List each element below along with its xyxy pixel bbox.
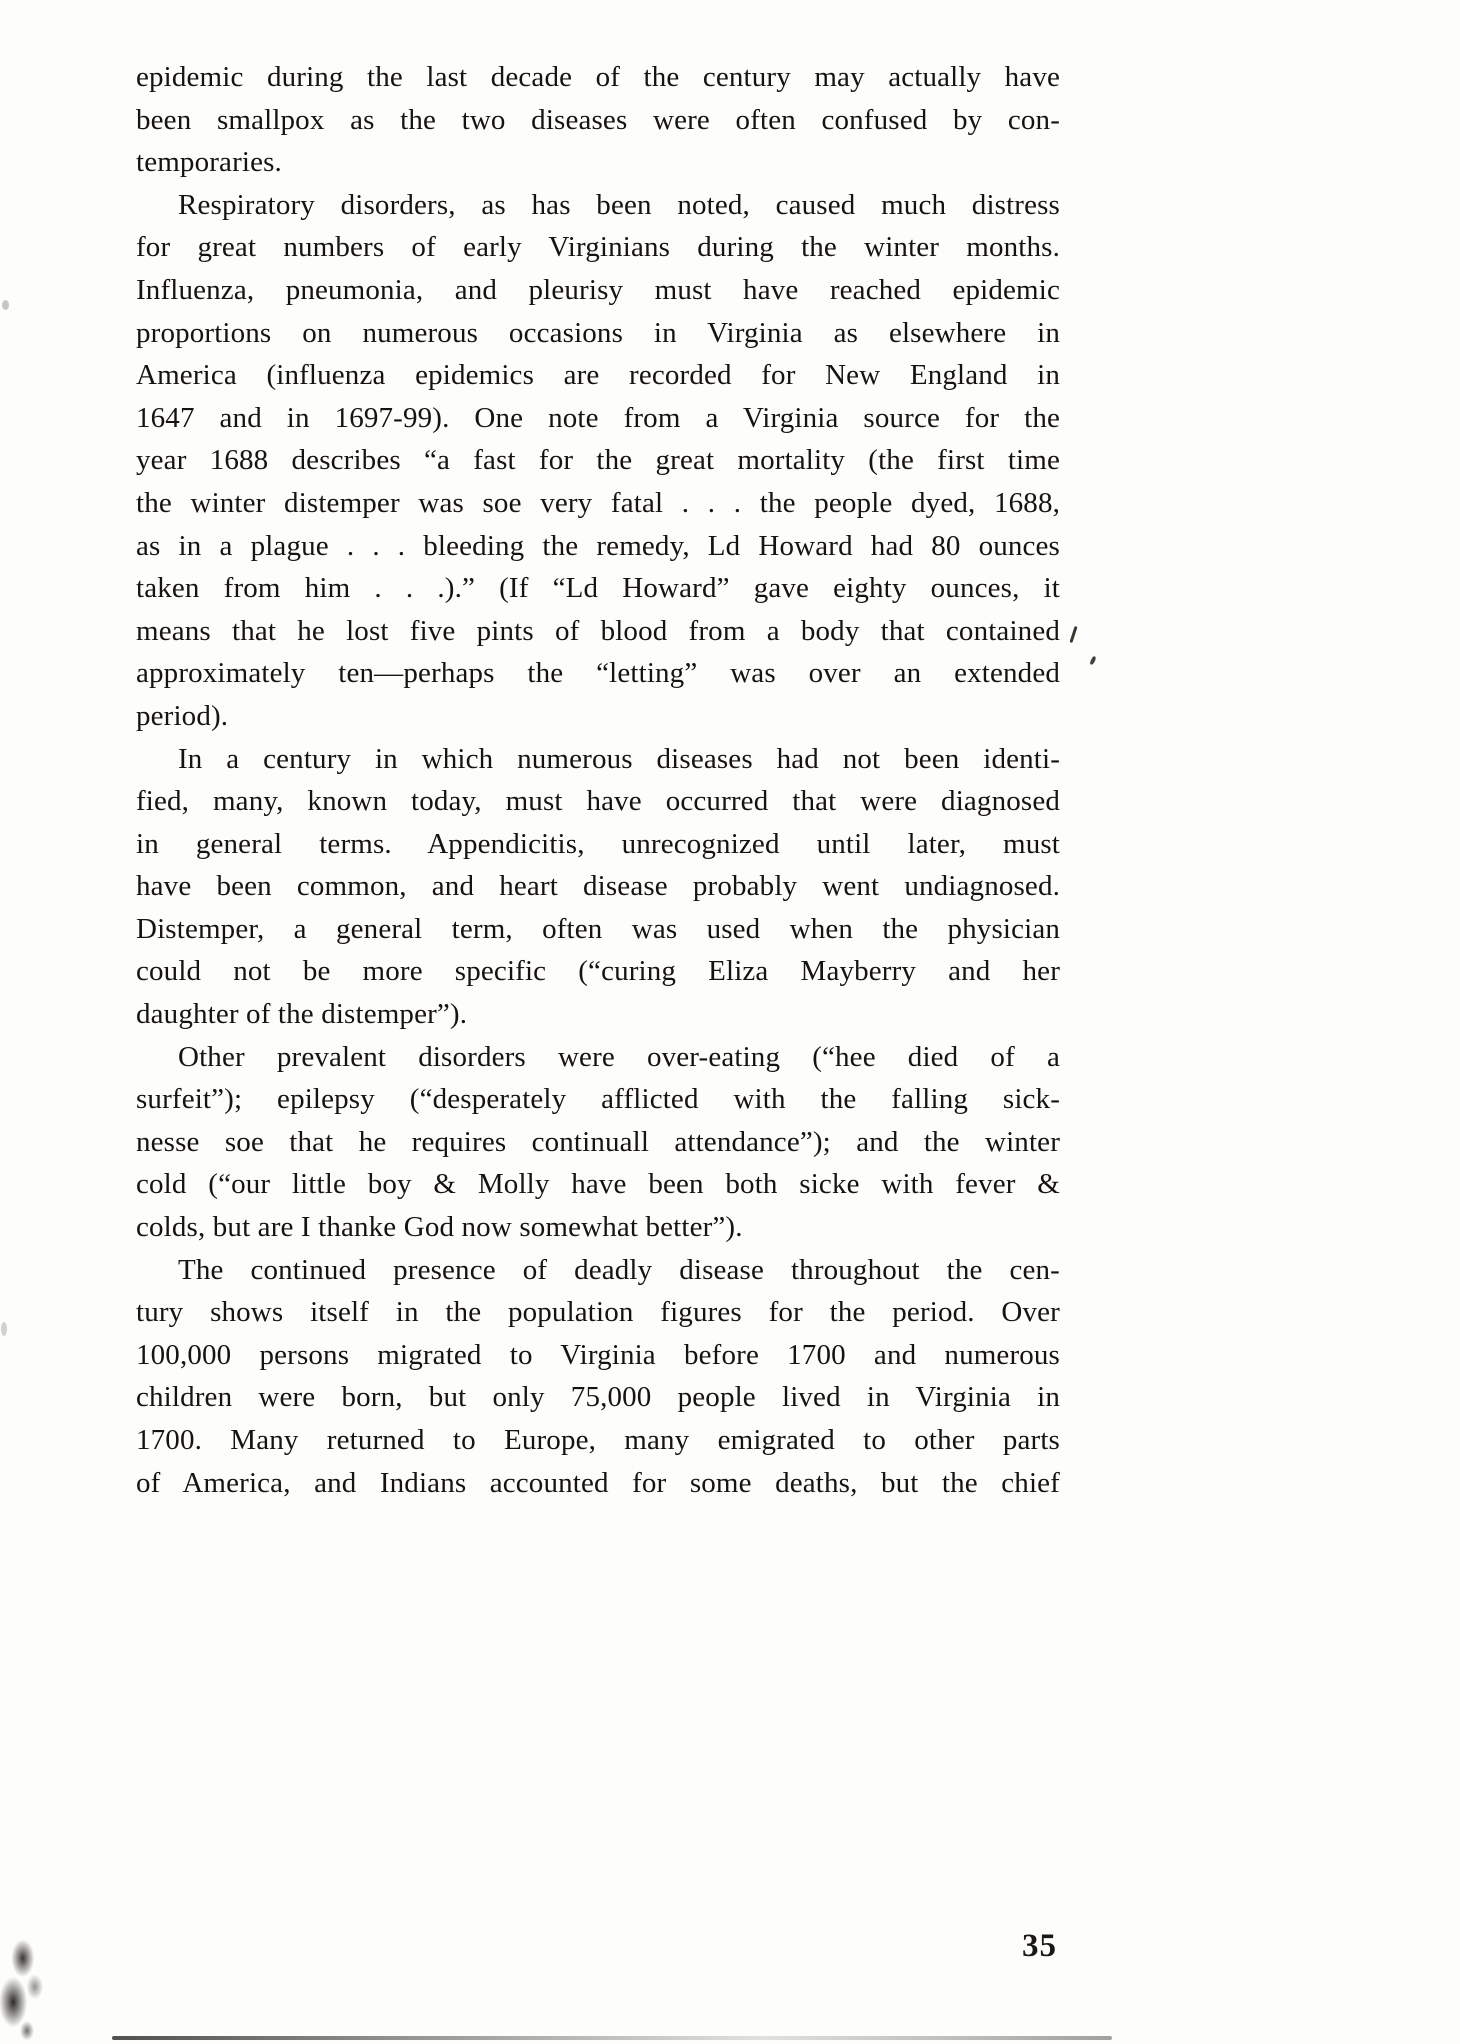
text-line: 1647 and in 1697-99). One note from a Virginia source for the <box>136 401 1060 434</box>
text-line: could not be more specific (“curing Eliza Mayberry and her <box>136 955 1060 988</box>
text-line: proportions on numerous occasions in Virginia as elsewhere in <box>136 316 1060 349</box>
scan-artifact <box>2 300 9 310</box>
paragraph <box>136 56 1060 184</box>
text-line: 1700. Many returned to Europe, many emigrated to other parts <box>136 1424 1060 1456</box>
text-line: tury shows itself in the population figures for the period. Over <box>136 1296 1060 1329</box>
text-line: period). <box>136 699 229 732</box>
text-line: America (influenza epidemics are recorded for New England in <box>136 359 1060 392</box>
text-line: have been common, and heart disease probably went undiagnosed. <box>136 870 1060 903</box>
text-line: taken from him . . .).” (If “Ld Howard” gave eighty ounces, it <box>136 572 1060 605</box>
text-line: 100,000 persons migrated to Virginia before 1700 and numerous <box>136 1338 1060 1371</box>
scan-artifact <box>1089 656 1096 666</box>
text-line: the winter distemper was soe very fatal . . . the people dyed, 1688, <box>136 486 1060 519</box>
paragraph <box>136 1036 1060 1249</box>
text-line: for great numbers of early Virginians during the winter months. <box>136 231 1060 264</box>
paragraph <box>136 1249 1060 1505</box>
text-line: daughter of the distemper”). <box>136 998 468 1031</box>
scan-artifact <box>1 1322 7 1336</box>
scan-artifact <box>112 2036 1112 2040</box>
scan-artifact <box>1069 626 1077 643</box>
page-number: 35 <box>1022 1928 1057 1964</box>
text-line: Influenza, pneumonia, and pleurisy must have reached epidemic <box>136 273 1060 306</box>
text-line: been smallpox as the two diseases were often confused by con- <box>136 103 1060 136</box>
text-line: In a century in which numerous diseases had not been identi- <box>178 742 1060 775</box>
text-line: temporaries. <box>136 146 282 179</box>
text-line: Other prevalent disorders were over-eating (“hee died of a <box>178 1040 1060 1073</box>
text-line: as in a plague . . . bleeding the remedy, Ld Howard had 80 ounces <box>136 529 1060 562</box>
text-line: colds, but are I thanke God now somewhat better”). <box>136 1211 743 1244</box>
text-line: year 1688 describes “a fast for the great mortality (the first time <box>136 444 1060 477</box>
text-line: nesse soe that he requires continuall attendance”); and the winter <box>136 1125 1060 1158</box>
text-line: approximately ten—perhaps the “letting” was over an extended <box>136 657 1060 690</box>
text-line: means that he lost five pints of blood from a body that contained <box>136 614 1060 647</box>
text-line: cold (“our little boy & Molly have been both sicke with fever & <box>136 1168 1060 1201</box>
text-line: of America, and Indians accounted for some deaths, but the chief <box>136 1466 1060 1499</box>
text-line: epidemic during the last decade of the century may actually have <box>136 61 1060 93</box>
text-line: fied, many, known today, must have occurred that were diagnosed <box>136 785 1060 818</box>
text-line: in general terms. Appendicitis, unrecognized until later, must <box>136 827 1060 860</box>
paragraph <box>136 184 1060 738</box>
body-text <box>136 56 1060 1504</box>
paragraph <box>136 738 1060 1036</box>
text-line: The continued presence of deadly disease throughout the cen- <box>178 1253 1060 1286</box>
text-line: Distemper, a general term, often was used when the physician <box>136 912 1060 945</box>
text-line: children were born, but only 75,000 people lived in Virginia in <box>136 1381 1060 1414</box>
text-line: Respiratory disorders, as has been noted, caused much distress <box>178 188 1060 221</box>
scan-artifact <box>0 1934 60 2044</box>
text-line: surfeit”); epilepsy (“desperately afflicted with the falling sick- <box>136 1083 1060 1116</box>
